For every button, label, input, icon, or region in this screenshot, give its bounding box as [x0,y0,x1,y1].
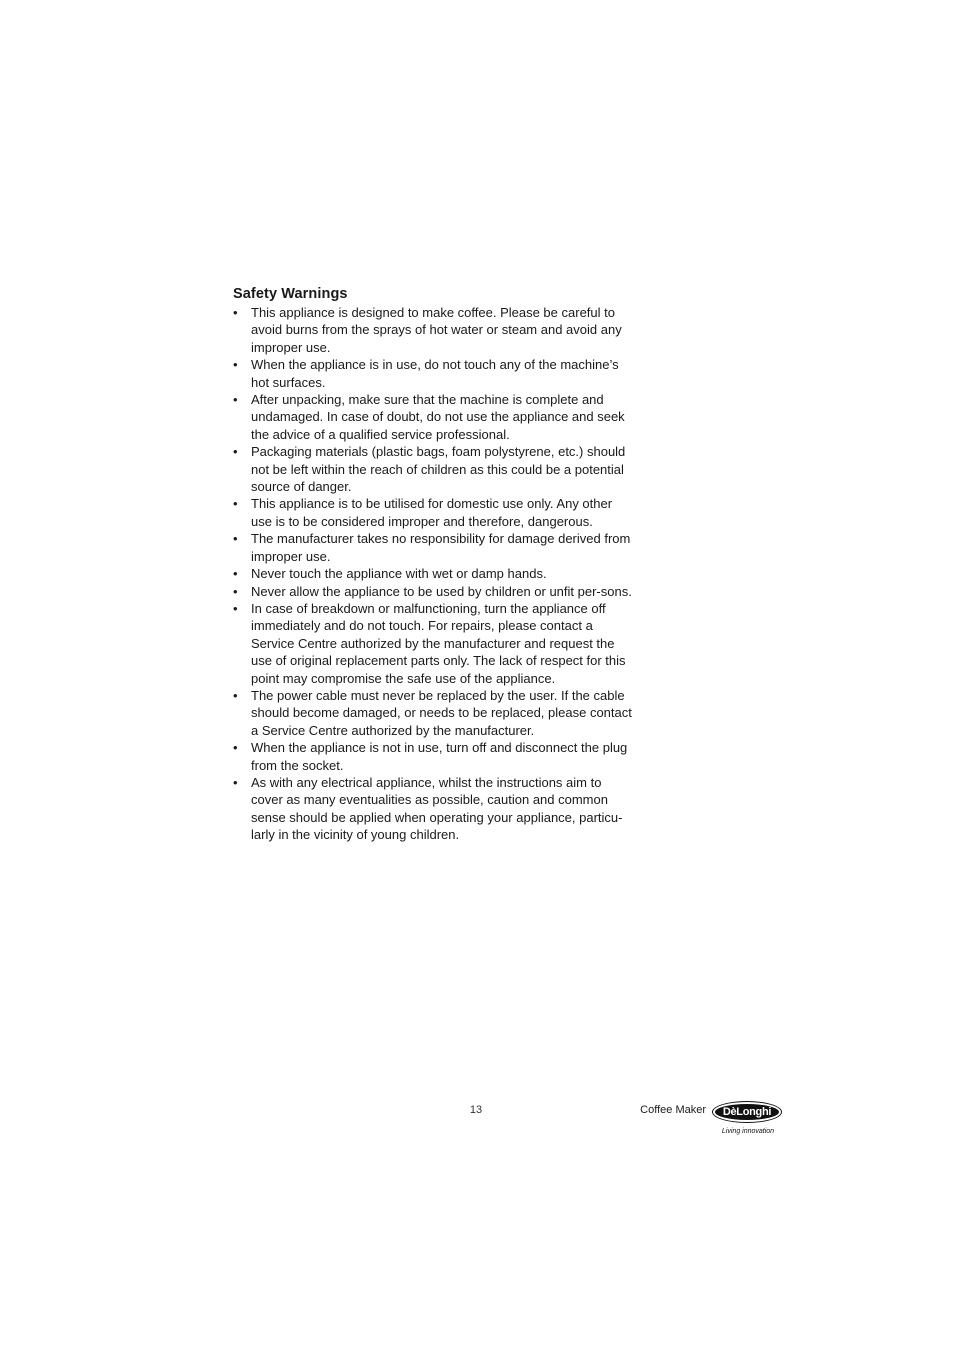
list-item-text: As with any electrical appliance, whilst the instructions aim to cover as many eventualities as possible, caution and common sense should be applied when operating your appliance, particu-larly in the vicinity of young children. [251,774,623,843]
list-item-text: After unpacking, make sure that the machine is complete and undamaged. In case of doubt, do not use the appliance and seek the advice of a qualified service professional. [251,392,625,442]
list-item-text: When the appliance is in use, do not touch any of the machine’s hot surfaces. [251,357,619,390]
bullet-icon: • [233,305,238,320]
list-item [233,356,633,391]
bullet-icon: • [233,687,238,703]
brand-tagline: Living innovation [721,1128,775,1135]
warnings-list [233,304,633,844]
list-item-text: When the appliance is not in use, turn off and disconnect the plug from the socket. [251,740,628,773]
list-item-text: This appliance is to be utilised for domestic use only. Any other use is to be considered improper and therefore, dangerous. [251,496,613,529]
bullet-icon: • [233,740,238,756]
brand-logo [712,1101,784,1125]
list-item-text: The power cable must never be replaced by the user. If the cable should become damaged, or needs to be replaced, please contact a Service Centre authorized by the manufacturer. [251,687,632,738]
bullet-icon: • [233,392,238,408]
list-item [233,565,633,582]
brand-name: DèLonghi [722,1106,772,1118]
safety-warnings-section [233,285,633,844]
list-item-text: The manufacturer takes no responsibility for damage derived from improper use. [251,531,631,564]
bullet-icon: • [233,600,238,616]
bullet-icon: • [233,583,238,599]
list-item [233,600,633,687]
list-item [233,495,633,530]
list-item [233,739,633,774]
bullet-icon: • [233,357,238,373]
list-item-text: This appliance is designed to make coffee. Please be careful to avoid burns from the sprays of hot water or steam and avoid any improper use. [251,305,622,355]
product-name: Coffee Maker [640,1104,706,1116]
list-item [233,687,633,739]
list-item-text: Never allow the appliance to be used by children or unfit per-sons. [251,583,632,599]
page-number: 13 [469,1104,483,1116]
section-title: Safety Warnings [233,286,348,302]
bullet-icon: • [233,496,238,512]
bullet-icon: • [233,774,238,790]
list-item [233,774,633,844]
bullet-icon: • [233,531,238,547]
bullet-icon: • [233,566,238,582]
list-item [233,443,633,495]
bullet-icon: • [233,444,238,460]
list-item [233,304,633,356]
list-item-text: Never touch the appliance with wet or damp hands. [251,566,547,582]
list-item-text: In case of breakdown or malfunctioning, turn the appliance off immediately and do not touch. For repairs, please contact a Service Centre authorized by the manufacturer and request the use of original replacement parts only. The lack of respect for this point may compromise the safe use of the appliance. [251,600,626,686]
list-item [233,583,633,600]
list-item [233,391,633,443]
list-item [233,530,633,565]
list-item-text: Packaging materials (plastic bags, foam polystyrene, etc.) should not be left within the reach of children as this could be a potential source of danger. [251,444,626,495]
